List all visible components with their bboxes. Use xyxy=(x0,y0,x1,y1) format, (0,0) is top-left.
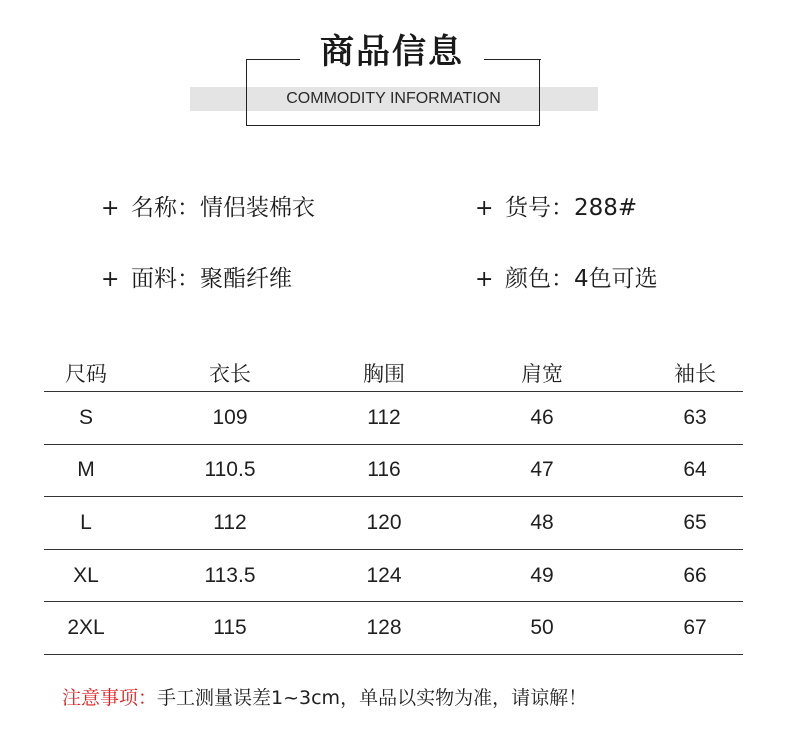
table-row xyxy=(44,497,743,550)
table-cell: M xyxy=(77,458,95,482)
table-header-cell: 袖长 xyxy=(674,362,716,386)
table-cell: XL xyxy=(73,563,99,587)
table-cell: 66 xyxy=(683,563,707,587)
info-key: 名称 xyxy=(131,195,177,221)
table-header-cell: 尺码 xyxy=(65,362,107,386)
table-header-cell: 衣长 xyxy=(209,362,251,386)
info-separator: ： xyxy=(177,266,200,292)
table-cell: 109 xyxy=(212,405,248,429)
note-label: 注意事项： xyxy=(62,687,158,709)
info-value: 聚酯纤维 xyxy=(200,266,292,292)
page-title: 商品信息 xyxy=(320,32,464,72)
info-item-sku xyxy=(475,193,637,224)
plus-icon: + xyxy=(475,267,494,292)
table-cell: 115 xyxy=(213,616,247,640)
table-cell: 65 xyxy=(683,510,707,534)
table-cell: S xyxy=(78,405,94,429)
plus-icon: + xyxy=(475,196,494,221)
table-cell: 48 xyxy=(530,510,554,534)
table-cell: 116 xyxy=(367,458,401,482)
info-item-color xyxy=(475,264,658,295)
info-separator: ： xyxy=(551,266,574,292)
table-row xyxy=(44,445,743,498)
table-cell: 67 xyxy=(683,616,707,640)
info-key: 货号 xyxy=(505,195,551,221)
table-cell: 113.5 xyxy=(204,563,256,587)
plus-icon: + xyxy=(101,196,120,221)
info-item-fabric xyxy=(101,264,292,295)
info-key: 颜色 xyxy=(505,266,551,292)
header-frame-top-right xyxy=(484,59,541,60)
info-value: 4色可选 xyxy=(574,266,658,292)
measurement-note xyxy=(62,684,587,712)
table-cell: 112 xyxy=(213,510,247,534)
info-key: 面料 xyxy=(131,266,177,292)
table-header-cell: 胸围 xyxy=(363,362,405,386)
info-item-name xyxy=(101,193,315,224)
table-cell: 120 xyxy=(366,510,402,534)
info-separator: ： xyxy=(551,195,574,221)
header-frame-top-left xyxy=(246,59,300,60)
info-value: 情侣装棉衣 xyxy=(200,195,315,221)
plus-icon: + xyxy=(101,267,120,292)
table-cell: 110.5 xyxy=(204,458,256,482)
table-row xyxy=(44,550,743,603)
info-value: 288# xyxy=(574,195,638,221)
info-separator: ： xyxy=(177,195,200,221)
table-cell: 128 xyxy=(366,616,402,640)
table-cell: 64 xyxy=(683,458,707,482)
table-cell: 46 xyxy=(530,405,554,429)
table-header-row xyxy=(44,352,743,392)
table-header-cell: 肩宽 xyxy=(521,362,563,386)
size-table xyxy=(44,352,743,655)
table-cell: 63 xyxy=(683,405,707,429)
page-subtitle: COMMODITY INFORMATION xyxy=(286,90,501,107)
commodity-header xyxy=(0,0,790,140)
table-cell: 2XL xyxy=(67,616,105,640)
table-cell: 124 xyxy=(366,563,402,587)
table-cell: 49 xyxy=(530,563,554,587)
table-cell: 47 xyxy=(530,458,554,482)
table-cell: 50 xyxy=(530,616,554,640)
table-row xyxy=(44,602,743,655)
table-cell: L xyxy=(80,510,92,534)
note-text: 手工测量误差1~3cm，单品以实物为准，请谅解！ xyxy=(157,687,588,709)
table-cell: 112 xyxy=(367,405,401,429)
table-row xyxy=(44,392,743,445)
